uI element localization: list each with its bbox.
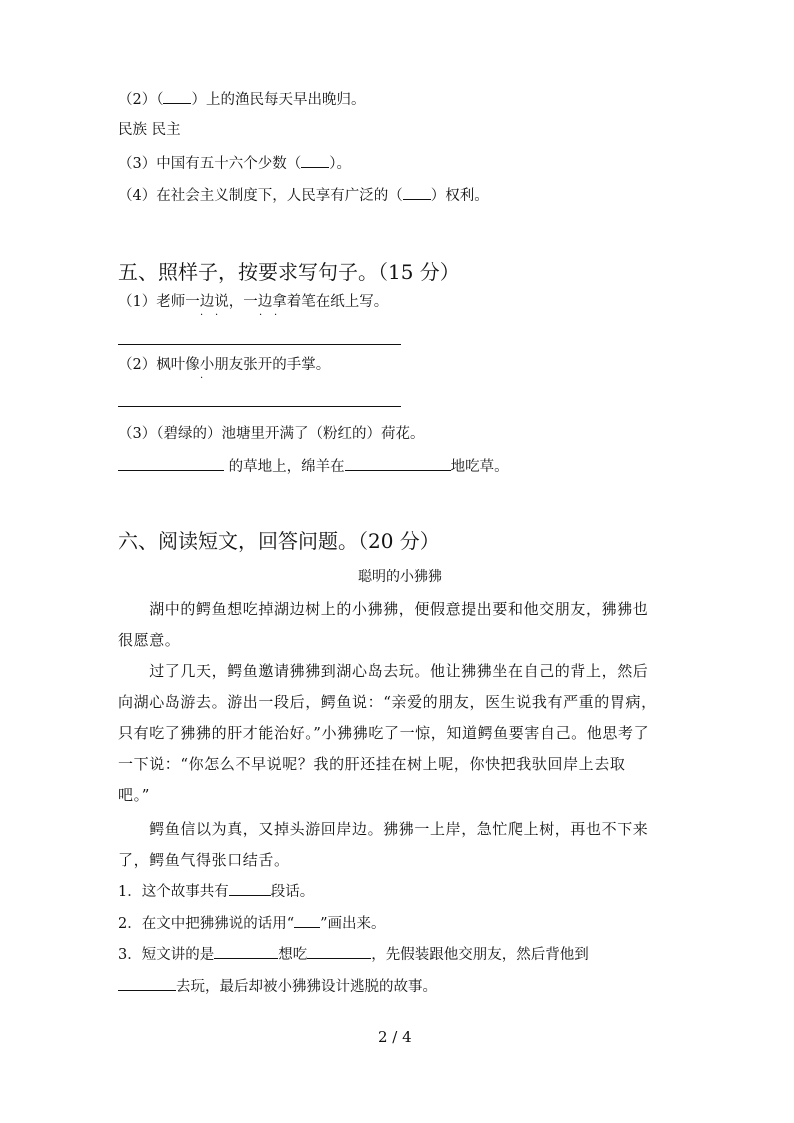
- question-4-4-suffix: ）权利。: [430, 188, 489, 204]
- question-4-3: [118, 152, 351, 174]
- question-4-3-suffix: ）。: [329, 156, 351, 172]
- question-6-2-suffix: ”画出来。: [320, 916, 386, 932]
- emphasis-dot: ·: [200, 310, 204, 321]
- answer-blank[interactable]: [118, 455, 224, 471]
- question-4-2-suffix: ）上的渔民每天早出晚归。: [191, 92, 366, 108]
- question-5-1: （1）老师一边说，一边拿着笔在纸上写。: [118, 294, 389, 310]
- question-6-1: [118, 880, 314, 902]
- answer-line[interactable]: [118, 344, 401, 345]
- passage-line: 过了几天，鳄鱼邀请狒狒到湖心岛去玩。他让狒狒坐在自己的背上，然后: [118, 662, 649, 680]
- emphasis-dot: ·: [215, 310, 219, 321]
- question-4-2: [118, 88, 365, 110]
- passage-line: 吧。”: [118, 786, 150, 804]
- answer-blank[interactable]: [118, 975, 176, 991]
- question-6-1-prefix: 1．这个故事共有: [118, 884, 229, 900]
- answer-blank[interactable]: [294, 912, 320, 928]
- question-6-3: [118, 943, 589, 965]
- question-6-1-suffix: 段话。: [270, 884, 315, 900]
- answer-blank[interactable]: [229, 880, 271, 896]
- section-5-heading: 五、照样子，按要求写句子。（15 分）: [118, 260, 460, 284]
- question-4-4-prefix: （4）在社会主义制度下，人民享有广泛的（: [118, 188, 403, 204]
- passage-line: 湖中的鳄鱼想吃掉湖边树上的小狒狒，便假意提出要和他交朋友，狒狒也: [118, 600, 649, 618]
- question-6-3-continued: [118, 975, 437, 997]
- passage-line: 一下说：“你怎么不早说呢？我的肝还挂在树上呢，你快把我驮回岸上去取: [118, 755, 626, 773]
- emphasis-dot: ·: [274, 310, 278, 321]
- question-5-3-fill: [118, 455, 509, 477]
- answer-blank[interactable]: [214, 943, 278, 959]
- question-5-2: （2）枫叶像小朋友张开的手掌。: [118, 357, 331, 373]
- passage-title: 聪明的小狒狒: [358, 569, 442, 585]
- passage-line: 向湖心岛游去。游出一段后，鳄鱼说：“亲爱的朋友，医生说我有严重的胃病，: [118, 693, 657, 711]
- question-4-3-prefix: （3）中国有五十六个少数（: [118, 156, 302, 172]
- passage-line: 只有吃了狒狒的肝才能治好。”小狒狒吃了一惊，知道鳄鱼要害自己。他思考了: [118, 724, 650, 742]
- answer-blank[interactable]: [403, 184, 431, 200]
- answer-blank[interactable]: [163, 88, 191, 104]
- passage-line: 了，鳄鱼气得张口结舌。: [118, 851, 290, 869]
- question-4-2-prefix: （2）（: [118, 92, 164, 108]
- question-6-3b-suffix: 去玩，最后却被小狒狒设计逃脱的故事。: [176, 979, 437, 995]
- question-4-4: [118, 184, 489, 206]
- passage-line: 鳄鱼信以为真，又掉头游回岸边。狒狒一上岸，急忙爬上树，再也不下来: [118, 820, 649, 838]
- answer-line[interactable]: [118, 406, 401, 407]
- question-6-2-prefix: 2．在文中把狒狒说的话用“: [118, 916, 295, 932]
- answer-blank[interactable]: [345, 455, 451, 471]
- emphasis-dot: ·: [259, 310, 263, 321]
- answer-blank[interactable]: [301, 152, 329, 168]
- question-6-3-prefix: 3．短文讲的是: [118, 947, 215, 963]
- answer-blank[interactable]: [307, 943, 371, 959]
- page-number: 2 / 4: [378, 1028, 412, 1046]
- fill-mid-text: 的草地上，绵羊在: [224, 459, 345, 475]
- word-options: 民族 民主: [118, 122, 181, 138]
- question-6-2: [118, 912, 386, 934]
- question-5-3: （3）（碧绿的）池塘里开满了（粉红的）荷花。: [118, 426, 425, 442]
- emphasis-dot: ·: [200, 373, 204, 384]
- passage-line: 很愿意。: [118, 631, 181, 649]
- question-6-3-suffix: ，先假装跟他交朋友，然后背他到: [371, 947, 589, 963]
- fill-end-text: 地吃草。: [450, 459, 509, 475]
- question-6-3-mid: 想吃: [278, 947, 308, 963]
- section-6-heading: 六、阅读短文，回答问题。（20 分）: [118, 529, 440, 553]
